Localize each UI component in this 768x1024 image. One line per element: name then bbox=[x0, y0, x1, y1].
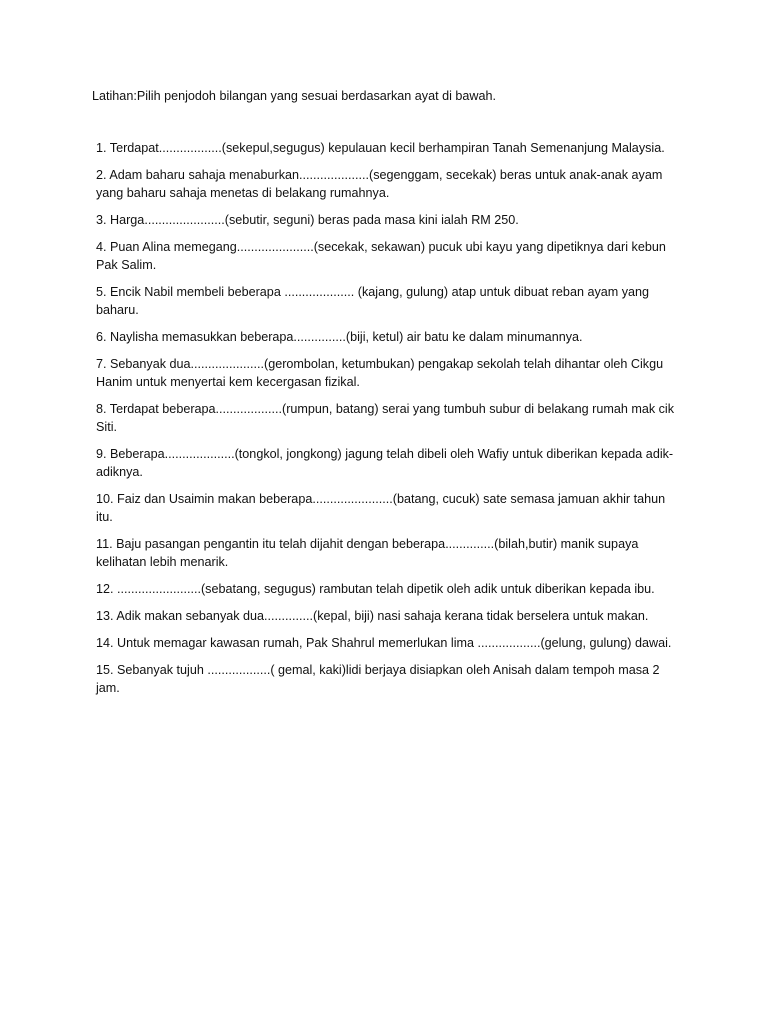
question-item-14 bbox=[92, 634, 682, 652]
question-number: 8. bbox=[96, 402, 107, 416]
question-item-2 bbox=[92, 166, 682, 202]
question-number: 5. bbox=[96, 285, 107, 299]
question-number: 7. bbox=[96, 357, 107, 371]
question-number: 3. bbox=[96, 213, 107, 227]
question-number: 10. bbox=[96, 492, 114, 506]
question-text: Untuk memagar kawasan rumah, Pak Shahrul memerlukan lima ..................(gelung, gulung) dawai. bbox=[117, 636, 672, 650]
question-text: Naylisha memasukkan beberapa...............(biji, ketul) air batu ke dalam minumannya. bbox=[110, 330, 583, 344]
question-text: Adik makan sebanyak dua..............(kepal, biji) nasi sahaja kerana tidak berselera untuk makan. bbox=[116, 609, 649, 623]
question-text: ........................(sebatang, segugus) rambutan telah dipetik oleh adik untuk diberikan kepada ibu. bbox=[117, 582, 655, 596]
question-number: 6. bbox=[96, 330, 107, 344]
question-number: 14. bbox=[96, 636, 114, 650]
question-item-13 bbox=[92, 607, 682, 625]
question-number: 1. bbox=[96, 141, 107, 155]
question-item-11 bbox=[92, 535, 682, 571]
question-number: 12. bbox=[96, 582, 114, 596]
question-number: 15. bbox=[96, 663, 114, 677]
question-text: Terdapat beberapa...................(rumpun, batang) serai yang tumbuh subur di belakang rumah mak cik Siti. bbox=[96, 402, 675, 434]
question-number: 11. bbox=[96, 537, 113, 551]
question-text: Puan Alina memegang......................(secekak, sekawan) pucuk ubi kayu yang dipetiknya dari kebun Pak Salim. bbox=[96, 240, 666, 272]
question-item-15 bbox=[92, 661, 682, 697]
question-text: Terdapat..................(sekepul,segugus) kepulauan kecil berhampiran Tanah Semenanjung Malaysia. bbox=[109, 141, 665, 155]
question-text: Sebanyak dua.....................(gerombolan, ketumbukan) pengakap sekolah telah dihantar oleh Cikgu Hanim untuk menyertai kem kecergasan fizikal. bbox=[96, 357, 664, 389]
question-text: Encik Nabil membeli beberapa .................... (kajang, gulung) atap untuk dibuat reban ayam yang baharu. bbox=[96, 285, 650, 317]
question-item-6 bbox=[92, 328, 682, 346]
question-item-3 bbox=[92, 211, 682, 229]
question-item-1 bbox=[92, 139, 682, 157]
question-item-4 bbox=[92, 238, 682, 274]
question-item-5 bbox=[92, 283, 682, 319]
question-number: 13. bbox=[96, 609, 114, 623]
question-item-10 bbox=[92, 490, 682, 526]
question-list bbox=[92, 139, 682, 706]
question-number: 2. bbox=[96, 168, 107, 182]
question-number: 9. bbox=[96, 447, 107, 461]
question-text: Sebanyak tujuh ..................( gemal, kaki)lidi berjaya disiapkan oleh Anisah dalam tempoh masa 2 jam. bbox=[96, 663, 660, 695]
question-item-12 bbox=[92, 580, 682, 598]
question-text: Beberapa....................(tongkol, jongkong) jagung telah dibeli oleh Wafiy untuk diberikan kepada adik-adiknya. bbox=[96, 447, 674, 479]
question-text: Baju pasangan pengantin itu telah dijahit dengan beberapa..............(bilah,butir) manik supaya kelihatan lebih menarik. bbox=[96, 537, 639, 569]
question-item-7 bbox=[92, 355, 682, 391]
question-item-9 bbox=[92, 445, 682, 481]
question-text: Adam baharu sahaja menaburkan....................(segenggam, secekak) beras untuk anak-anak ayam yang baharu sahaja menetas di belakang rumahnya. bbox=[96, 168, 663, 200]
question-text: Harga.......................(sebutir, seguni) beras pada masa kini ialah RM 250. bbox=[110, 213, 519, 227]
question-text: Faiz dan Usaimin makan beberapa.......................(batang, cucuk) sate semasa jamuan akhir tahun itu. bbox=[96, 492, 666, 524]
question-number: 4. bbox=[96, 240, 107, 254]
instruction-text: Latihan:Pilih penjodoh bilangan yang sesuai berdasarkan ayat di bawah. bbox=[92, 89, 496, 103]
question-item-8 bbox=[92, 400, 682, 436]
